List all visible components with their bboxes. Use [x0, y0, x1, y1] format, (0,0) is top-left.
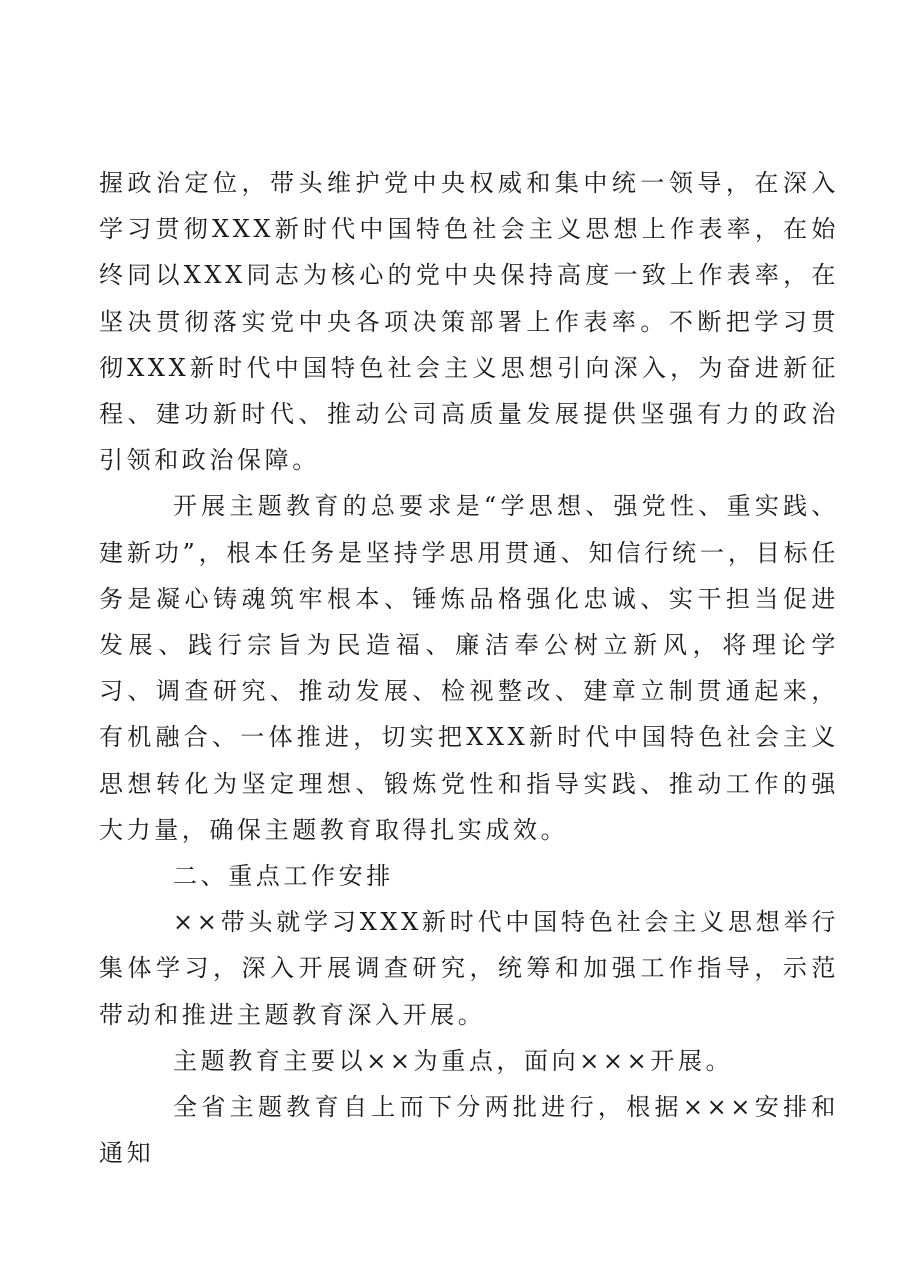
document-body	[99, 160, 839, 1176]
paragraph-focus-targets: 主题教育主要以××为重点，面向×××开展。	[173, 1046, 734, 1075]
paragraph-political-position: 握政治定位，带头维护党中央权威和集中统一领导，在深入学习贯彻XXX新时代中国特色社会主义思想上作表率，在始终同以XXX同志为核心的党中央保持高度一致上作表率，在坚决贯彻落实党中央各项决策部署上作表率。不断把学习贯彻XXX新时代中国特色社会主义思想引向深入，为奋进新征程、建功新时代、推动公司高质量发展提供坚强有力的政治引领和政治保障。	[99, 169, 839, 475]
paragraph-batches: 全省主题教育自上而下分两批进行，根据×××安排和通知	[99, 1093, 839, 1168]
section-heading-key-work: 二、重点工作安排	[173, 862, 394, 891]
paragraph-collective-study: ××带头就学习XXX新时代中国特色社会主义思想举行集体学习，深入开展调查研究，统筹和加强工作指导，示范带动和推进主题教育深入开展。	[99, 908, 839, 1029]
paragraph-general-requirements: 开展主题教育的总要求是“学思想、强党性、重实践、建新功”，根本任务是坚持学思用贯通、知信行统一，目标任务是凝心铸魂筑牢根本、锤炼品格强化忠诚、实干担当促进发展、践行宗旨为民造福、廉洁奉公树立新风，将理论学习、调查研究、推动发展、检视整改、建章立制贯通起来，有机融合、一体推进，切实把XXX新时代中国特色社会主义思想转化为坚定理想、锻炼党性和指导实践、推动工作的强大力量，确保主题教育取得扎实成效。	[99, 492, 839, 844]
